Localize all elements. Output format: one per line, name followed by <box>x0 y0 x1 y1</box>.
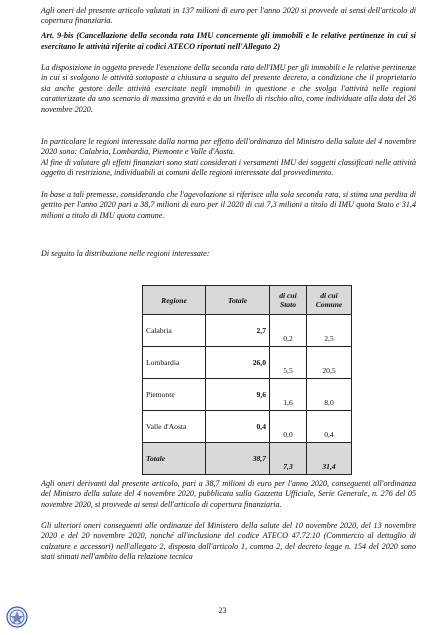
cell-stato: 5,5 <box>270 347 307 379</box>
cell-comune: 8,0 <box>307 379 352 411</box>
paragraph-oneri: Agli oneri derivanti dal presente articolo, pari a 38,7 milioni di euro per l'anno 2020, conseguenti all'ordinanza del Ministro della salute del 4 novembre 2020, pubblicata sulla Gazzetta Ufficiale, Serie Generale, n. 276 del 05 novembre 2020, si provvede ai sensi dell'articolo di copertura finanziaria. <box>41 479 416 509</box>
cell-regione: Piemonte <box>143 379 206 411</box>
header-totale: Totale <box>206 286 270 315</box>
cell-totale-stato: 7,3 <box>270 443 307 475</box>
cell-totale: 2,7 <box>206 315 270 347</box>
page-number: 23 <box>218 606 227 615</box>
cell-totale-value: 38,7 <box>206 443 270 475</box>
cell-totale-comune: 31,4 <box>307 443 352 475</box>
regional-distribution-table <box>142 285 352 475</box>
paragraph-effetti: Al fine di valutare gli effetti finanziari sono stati considerati i versamenti IMU dei soggetti classificati nelle attività oggetto di restrizione, individuabili ai comuni delle regioni interessate dal provvedimento. <box>41 158 416 178</box>
header-comune: di cui Comune <box>307 286 352 315</box>
cell-totale: 0,4 <box>206 411 270 443</box>
paragraph-regioni: In particolare le regioni interessate dalla norma per effetto dell'ordinanza del Ministro della salute del 4 novembre 2020 sono: Calabria, Lombardia, Piemonte e Valle d'Aosta. <box>41 137 416 157</box>
header-stato: di cui Stato <box>270 286 307 315</box>
cell-totale: 26,0 <box>206 347 270 379</box>
table-row <box>143 347 352 379</box>
header-regione: Regione <box>143 286 206 315</box>
article-heading: Art. 9-bis (Cancellazione della seconda rata IMU concernente gli immobili e le relative pertinenze in cui si esercitano le attività riferite ai codici ATECO riportati nell'Allegato 2) <box>41 31 416 51</box>
cell-regione: Valle d'Aosta <box>143 411 206 443</box>
table-row <box>143 315 352 347</box>
intro-paragraph: Agli oneri del presente articolo valutati in 137 milioni di euro per l'anno 2020 si provvede ai sensi dell'articolo di copertura finanziaria. <box>41 6 416 26</box>
cell-totale: 9,6 <box>206 379 270 411</box>
table-intro: Di seguito la distribuzione nelle regioni interessate: <box>41 249 210 258</box>
paragraph-ulteriori-oneri: Gli ulteriori oneri conseguenti alle ordinanze del Ministero della salute del 10 novembre 2020, del 13 novembre 2020 e del 20 novembre 2020, nonché all'inclusione del codice ATECO 47.72.10 (Commercio al dettaglio di calzature e accessori) nell'allegato 2, disposta dall'articolo 1, comma 2, del decreto legge n. 154 del 2020 sono stati stimati nell'ambito della relazione tecnica <box>41 521 416 562</box>
cell-regione: Lombardia <box>143 347 206 379</box>
cell-comune: 20,5 <box>307 347 352 379</box>
cell-stato: 0,2 <box>270 315 307 347</box>
paragraph-disposizione: La disposizione in oggetto prevede l'esenzione della seconda rata dell'IMU per gli immobili e le relative pertinenze in cui si svolgono le attività sottoposte a chiusura a seguito del presente decreto, a condizione che il proprietario sia anche gestore delle attività esercitate negli immobili in questione e che svolga l'attività nelle regioni caratterizzate da uno scenario di massima gravità e da un livello di rischio alto, come individuate alla data del 26 novembre 2020. <box>41 63 416 114</box>
cell-totale-label: Totale <box>143 443 206 475</box>
table-row <box>143 411 352 443</box>
table-row <box>143 379 352 411</box>
cell-comune: 0,4 <box>307 411 352 443</box>
table-header-row <box>143 286 352 315</box>
cell-stato: 1,6 <box>270 379 307 411</box>
cell-stato: 0,0 <box>270 411 307 443</box>
table-total-row <box>143 443 352 475</box>
cell-comune: 2,5 <box>307 315 352 347</box>
paragraph-stima: In base a tali premesse, considerando che l'agevolazione si riferisce alla sola seconda rata, si stima una perdita di gettito per l'anno 2020 pari a 38,7 milioni di euro per il 2020 di cui 7,3 milioni a titolo di IMU quota Stato e 31,4 milioni a titolo di IMU quota comune. <box>41 190 416 220</box>
cell-regione: Calabria <box>143 315 206 347</box>
